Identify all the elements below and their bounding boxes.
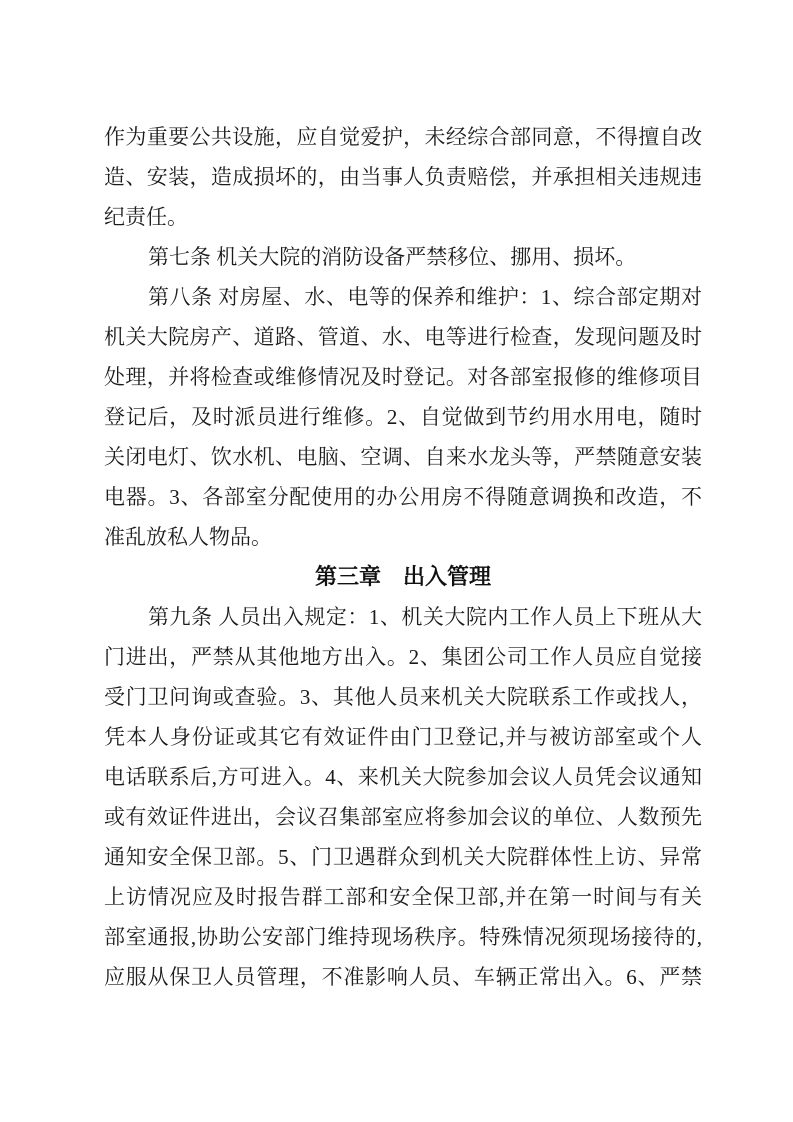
text-line: 登记后，及时派员进行维修。2、自觉做到节约用水用电，随时 bbox=[104, 405, 702, 429]
text-line: 处理，并将检查或维修情况及时登记。对各部室报修的维修项目 bbox=[104, 365, 702, 389]
text-line: 或有效证件进出，会议召集部室应将参加会议的单位、人数预先 bbox=[104, 805, 702, 829]
text-line: 门进出，严禁从其他地方出入。2、集团公司工作人员应自觉接 bbox=[104, 645, 702, 669]
text-line: 纪责任。 bbox=[104, 205, 188, 229]
article-8-line: 第八条 对房屋、水、电等的保养和维护：1、综合部定期对 bbox=[148, 285, 702, 309]
text-line: 电器。3、各部室分配使用的办公用房不得随意调换和改造，不 bbox=[104, 485, 702, 509]
text-line: 上访情况应及时报告群工部和安全保卫部,并在第一时间与有关 bbox=[104, 885, 702, 909]
chapter-heading: 第三章 出入管理 bbox=[314, 564, 491, 589]
text-line: 造、安装，造成损坏的，由当事人负责赔偿，并承担相关违规违 bbox=[104, 165, 702, 189]
text-line: 受门卫问询或查验。3、其他人员来机关大院联系工作或找人， bbox=[104, 685, 702, 709]
text-line: 作为重要公共设施，应自觉爱护，未经综合部同意，不得擅自改 bbox=[104, 125, 702, 149]
text-line: 通知安全保卫部。5、门卫遇群众到机关大院群体性上访、异常 bbox=[104, 845, 702, 869]
text-line: 部室通报,协助公安部门维持现场秩序。特殊情况须现场接待的, bbox=[104, 925, 702, 949]
article-7-line: 第七条 机关大院的消防设备严禁移位、挪用、损坏。 bbox=[148, 245, 637, 269]
text-line: 电话联系后,方可进入。4、来机关大院参加会议人员凭会议通知 bbox=[104, 765, 702, 789]
text-line: 准乱放私人物品。 bbox=[104, 525, 272, 549]
text-line: 凭本人身份证或其它有效证件由门卫登记,并与被访部室或个人 bbox=[104, 725, 702, 749]
text-line: 关闭电灯、饮水机、电脑、空调、自来水龙头等，严禁随意安装 bbox=[104, 445, 702, 469]
document-body bbox=[104, 117, 702, 997]
text-line: 应服从保卫人员管理，不准影响人员、车辆正常出入。6、严禁 bbox=[104, 965, 702, 989]
article-9-line: 第九条 人员出入规定：1、机关大院内工作人员上下班从大 bbox=[148, 605, 702, 629]
text-line: 机关大院房产、道路、管道、水、电等进行检查，发现问题及时 bbox=[104, 325, 702, 349]
